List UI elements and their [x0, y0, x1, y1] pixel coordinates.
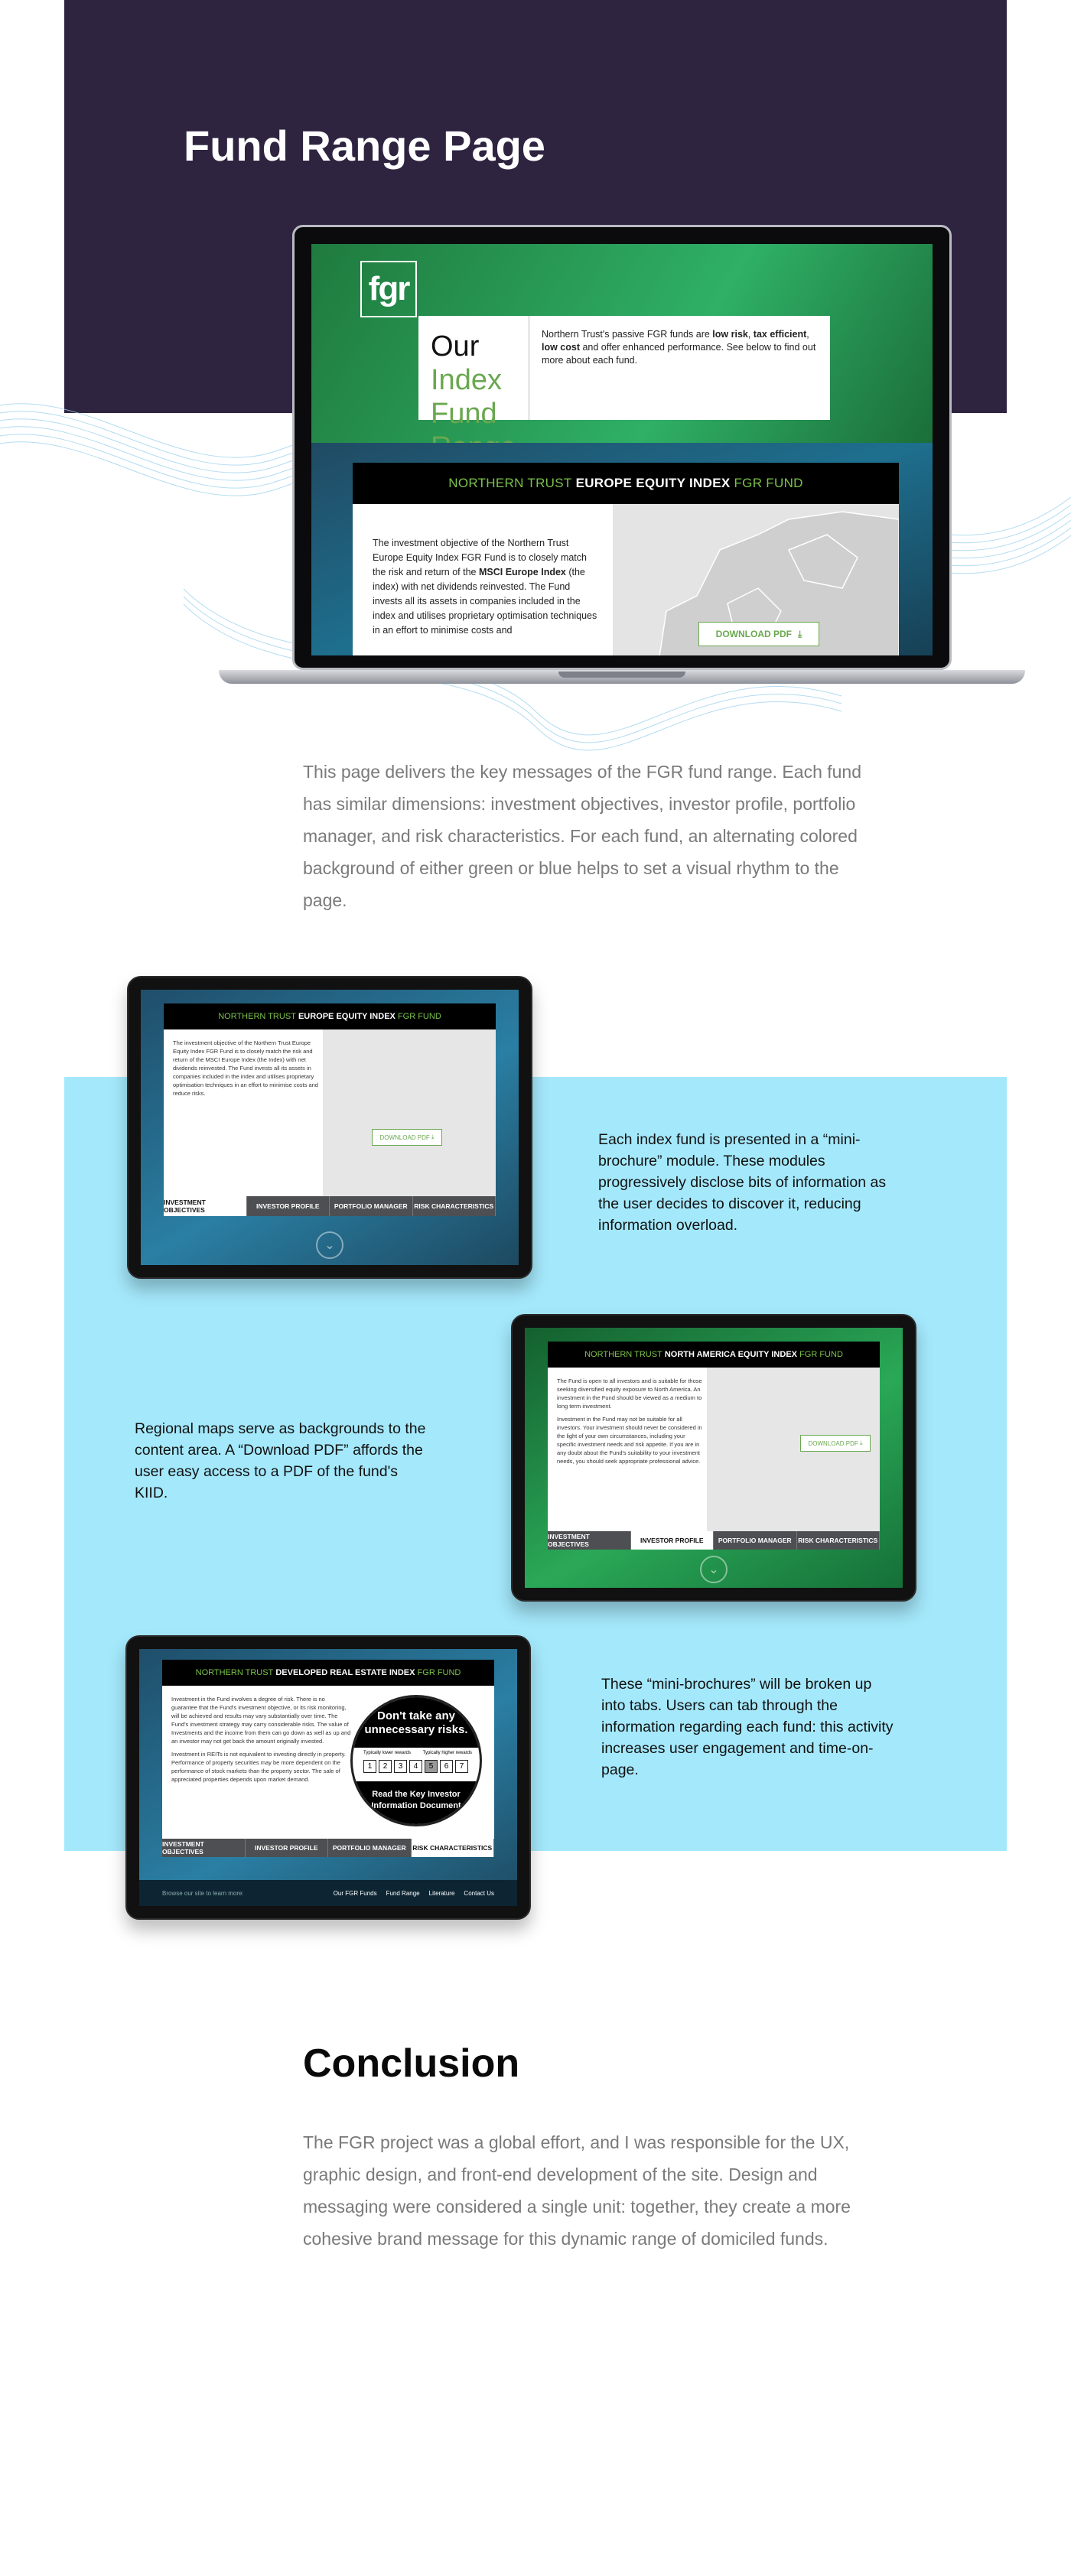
page-title: Fund Range Page	[184, 122, 545, 170]
fund-description: The investment objective of the Northern Trust Europe Equity Index FGR Fund is to closely match the risk and return of the MSCI Europe Index (the Index) with net dividends reinvested. The Fund invests all its assets in companies included in the index and utilises proprietary optimisation techniques in an effort to minimise costs and reduce risks.	[173, 1039, 318, 1097]
tablet-screen	[139, 1649, 517, 1906]
tab-portfolio-manager[interactable]: PORTFOLIO MANAGER	[330, 1196, 413, 1216]
risk-level-5: 5	[425, 1760, 438, 1773]
caption-tabs: These “mini-brochures” will be broken up into tabs. Users can tab through the information regarding each fund: this activity increases user engagement and time-on-page.	[601, 1676, 894, 1778]
risk-level-1: 1	[363, 1760, 376, 1773]
fund-header: NORTHERN TRUST NORTH AMERICA EQUITY INDEX FGR FUND	[548, 1342, 880, 1368]
site-intro-card	[418, 316, 830, 430]
risk-level-7: 7	[455, 1760, 468, 1773]
tab-investor-profile[interactable]: INVESTOR PROFILE	[246, 1839, 329, 1857]
footer-link-our-fgr-funds[interactable]: Our FGR Funds	[333, 1889, 377, 1897]
fund-header: NORTHERN TRUST EUROPE EQUITY INDEX FGR FUND	[164, 1003, 496, 1029]
risk-badge[interactable]	[350, 1695, 482, 1826]
tablet-real-estate	[125, 1635, 531, 1920]
tab-investment-objectives[interactable]: INVESTMENT OBJECTIVES	[548, 1531, 631, 1550]
tab-investor-profile[interactable]: INVESTOR PROFILE	[247, 1196, 330, 1216]
fund-header: NORTHERN TRUST EUROPE EQUITY INDEX FGR FUND	[353, 463, 899, 504]
fund-module	[162, 1660, 494, 1857]
laptop-screen	[311, 244, 933, 655]
fund-description: The Fund is open to all investors and is suitable for those seeking diversified equity exposure to North America. An investment in the Fund should be viewed as a medium to long term investment. Investment in the Fund may not be suitable for all investors. Your investment should never be considered in the light of your own circumstances, including your specific investment needs and risk appetite. If you are in any doubt about the Fund's suitability to your investment needs, you should seek appropriate professional advice.	[557, 1377, 702, 1465]
heading-our: Our	[431, 330, 480, 363]
risk-level-4: 4	[409, 1760, 422, 1773]
risk-title: Don't take any unnecessary risks.	[353, 1697, 480, 1748]
tab-investor-profile[interactable]: INVESTOR PROFILE	[631, 1531, 715, 1550]
tablet-screen	[141, 990, 519, 1265]
laptop-notch	[558, 672, 685, 678]
footer-link-fund-range[interactable]: Fund Range	[386, 1889, 420, 1897]
download-pdf-button[interactable]	[698, 622, 819, 646]
chevron-down-icon[interactable]: ⌄	[700, 1556, 728, 1583]
risk-higher-label: Typically higher rewards	[422, 1751, 472, 1755]
fund-tabs	[162, 1839, 494, 1857]
footer-prompt: Browse our site to learn more:	[162, 1889, 244, 1897]
fund-tabs	[164, 1196, 496, 1216]
tab-risk-characteristics[interactable]: RISK CHARACTERISTICS	[797, 1531, 881, 1550]
conclusion-title: Conclusion	[303, 2041, 520, 2086]
download-pdf-button[interactable]: DOWNLOAD PDF ⤓	[372, 1129, 442, 1146]
tab-investment-objectives[interactable]: INVESTMENT OBJECTIVES	[164, 1196, 247, 1216]
risk-description: Investment in the Fund involves a degree of risk. There is no guarantee that the Fund's investment objective, or its risk monitoring, will be achieved and results may vary substantially over time. The Fund's investment strategy may carry considerable risks. The value of Investments and the income from them can go down as well as up and an investor may not get back the amount originally invested. Investment in REITs is not equivalent to investing directly in property. Performance of property securities may be more dependent on the performance of stock markets than the property sector. The sale of appreciated properties depends upon market demand.	[171, 1696, 351, 1783]
fund-module	[548, 1342, 880, 1550]
laptop-mockup	[292, 225, 952, 670]
site-footer	[139, 1880, 517, 1906]
site-heading	[418, 316, 529, 430]
risk-level-3: 3	[394, 1760, 407, 1773]
chevron-down-icon[interactable]: ⌄	[316, 1231, 343, 1259]
caption-modules: Each index fund is presented in a “mini-brochure” module. These modules progressively disclose bits of information as the user decides to discover it, reducing information overload.	[598, 1131, 887, 1234]
download-label: DOWNLOAD PDF	[715, 629, 792, 639]
footer-link-contact-us[interactable]: Contact Us	[464, 1889, 494, 1897]
fgr-logo[interactable]: fgr	[360, 261, 417, 317]
risk-level-6: 6	[440, 1760, 453, 1773]
europe-map	[323, 1029, 496, 1196]
heading-fund-range: Fund	[431, 398, 497, 430]
risk-lower-label: Typically lower rewards	[363, 1751, 412, 1755]
fund-module	[164, 1003, 496, 1216]
intro-paragraph: This page delivers the key messages of the FGR fund range. Each fund has similar dimensions: investment objectives, investor profile, portfolio manager, and risk characteristics. For each fund, an alternating colored background of either green or blue helps to set a visual rhythm to the page.	[303, 762, 862, 910]
fund-tabs	[548, 1531, 880, 1550]
tab-investment-objectives[interactable]: INVESTMENT OBJECTIVES	[162, 1839, 246, 1857]
tab-portfolio-manager[interactable]: PORTFOLIO MANAGER	[714, 1531, 797, 1550]
conclusion-paragraph: The FGR project was a global effort, and I was responsible for the UX, graphic design, and front-end development of the site. Design and messaging were considered a single unit: together, they create a more cohesive brand message for this dynamic range of domiciled funds.	[303, 2132, 851, 2249]
heading-index: Index	[431, 364, 502, 396]
site-intro-text: Northern Trust's passive FGR funds are low risk, tax efficient, low cost and offer enhanced performance. See below to find out more about each fund.	[541, 329, 816, 366]
fund-description: The investment objective of the Northern Trust Europe Equity Index FGR Fund is to closely match the risk and return of the MSCI Europe Index (the index) with net dividends reinvested. The Fund invests all its assets in companies included in the index and utilises proprietary optimisation techniques in an effort to minimise costs and	[373, 538, 597, 636]
caption-maps: Regional maps serve as backgrounds to the content area. A “Download PDF” affords the user easy access to a PDF of the fund's KIID.	[135, 1420, 426, 1501]
footer-link-literature[interactable]: Literature	[428, 1889, 455, 1897]
risk-level-2: 2	[379, 1760, 392, 1773]
fund-module	[353, 463, 899, 655]
tablet-north-america	[511, 1314, 916, 1602]
download-icon: ⤓	[798, 628, 802, 639]
tablet-europe	[127, 976, 532, 1279]
download-pdf-button[interactable]: DOWNLOAD PDF ⤓	[800, 1435, 871, 1452]
read-kiid-link[interactable]: Read the Key Investor Information Document	[353, 1781, 480, 1824]
fund-header: NORTHERN TRUST DEVELOPED REAL ESTATE INDEX FGR FUND	[162, 1660, 494, 1686]
tablet-screen	[525, 1328, 903, 1588]
tab-portfolio-manager[interactable]: PORTFOLIO MANAGER	[328, 1839, 412, 1857]
risk-scale	[363, 1760, 468, 1773]
tab-risk-characteristics[interactable]: RISK CHARACTERISTICS	[413, 1196, 496, 1216]
tab-risk-characteristics[interactable]: RISK CHARACTERISTICS	[412, 1839, 495, 1857]
